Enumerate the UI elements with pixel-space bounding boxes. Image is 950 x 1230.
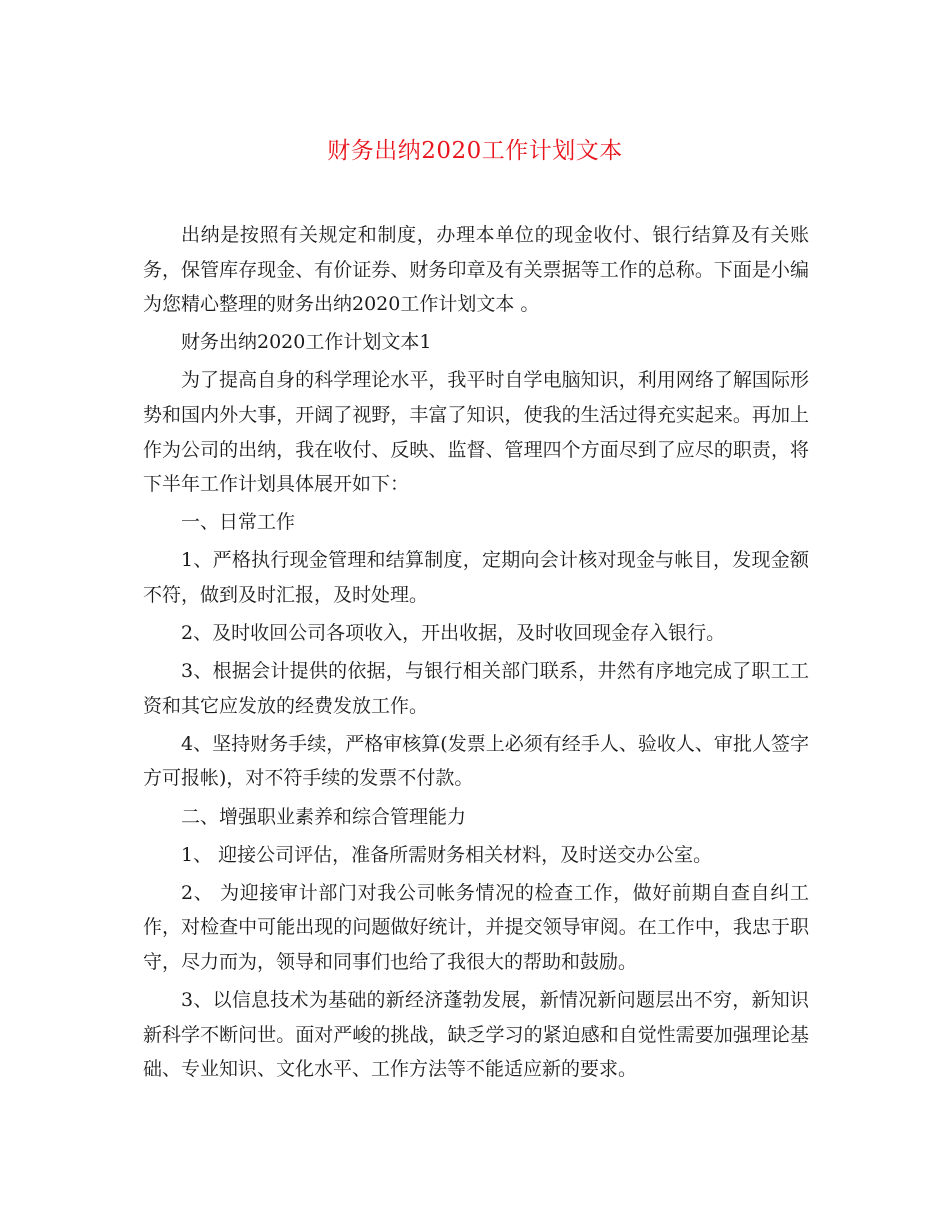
paragraph-item: 1、严格执行现金管理和结算制度，定期向会计核对现金与帐目，发现金额不符，做到及时汇报，及时处理。 — [143, 549, 809, 606]
paragraph-background: 为了提高自身的科学理论水平，我平时自学电脑知识，利用网络了解国际形势和国内外大事，开阔了视野，丰富了知识，使我的生活过得充实起来。再加上作为公司的出纳，我在收付、反映、监督、管理四个方面尽到了应尽的职责，将下半年工作计划具体展开如下： — [143, 369, 809, 496]
paragraph-item: 3、根据会计提供的依据，与银行相关部门联系，井然有序地完成了职工工资和其它应发放的经费发放工作。 — [143, 660, 809, 717]
paragraph-intro: 出纳是按照有关规定和制度，办理本单位的现金收付、银行结算及有关账务，保管库存现金、有价证券、财务印章及有关票据等工作的总称。下面是小编为您精心整理的财务出纳2020工作计划文本 。 — [143, 224, 809, 316]
paragraph-item: 2、 为迎接审计部门对我公司帐务情况的检查工作，做好前期自查自纠工作，对检查中可能出现的问题做好统计，并提交领导审阅。在工作中，我忠于职守，尽力而为，领导和同事们也给了我很大的帮助和鼓励。 — [143, 881, 809, 973]
paragraph-item: 1、 迎接公司评估，准备所需财务相关材料，及时送交办公室。 — [181, 843, 713, 866]
paragraph-item: 4、坚持财务手续，严格审核算(发票上必须有经手人、验收人、审批人签字方可报帐)，对不符手续的发票不付款。 — [143, 732, 809, 790]
paragraph-item: 2、及时收回公司各项收入，开出收据，及时收回现金存入银行。 — [181, 622, 726, 645]
paragraph-item: 3、以信息技术为基础的新经济蓬勃发展，新情况新问题层出不穷，新知识新科学不断问世。面对严峻的挑战，缺乏学习的紧迫感和自觉性需要加强理论基础、专业知识、文化水平、工作方法等不能适应新的要求。 — [143, 988, 809, 1081]
document-body — [143, 218, 809, 1087]
paragraph-heading-daily-work: 一、日常工作 — [181, 511, 296, 534]
document-title: 财务出纳2020工作计划文本 — [327, 138, 623, 164]
paragraph-heading-professional: 二、增强职业素养和综合管理能力 — [181, 805, 467, 828]
paragraph-section-heading: 财务出纳2020工作计划文本1 — [181, 331, 432, 354]
